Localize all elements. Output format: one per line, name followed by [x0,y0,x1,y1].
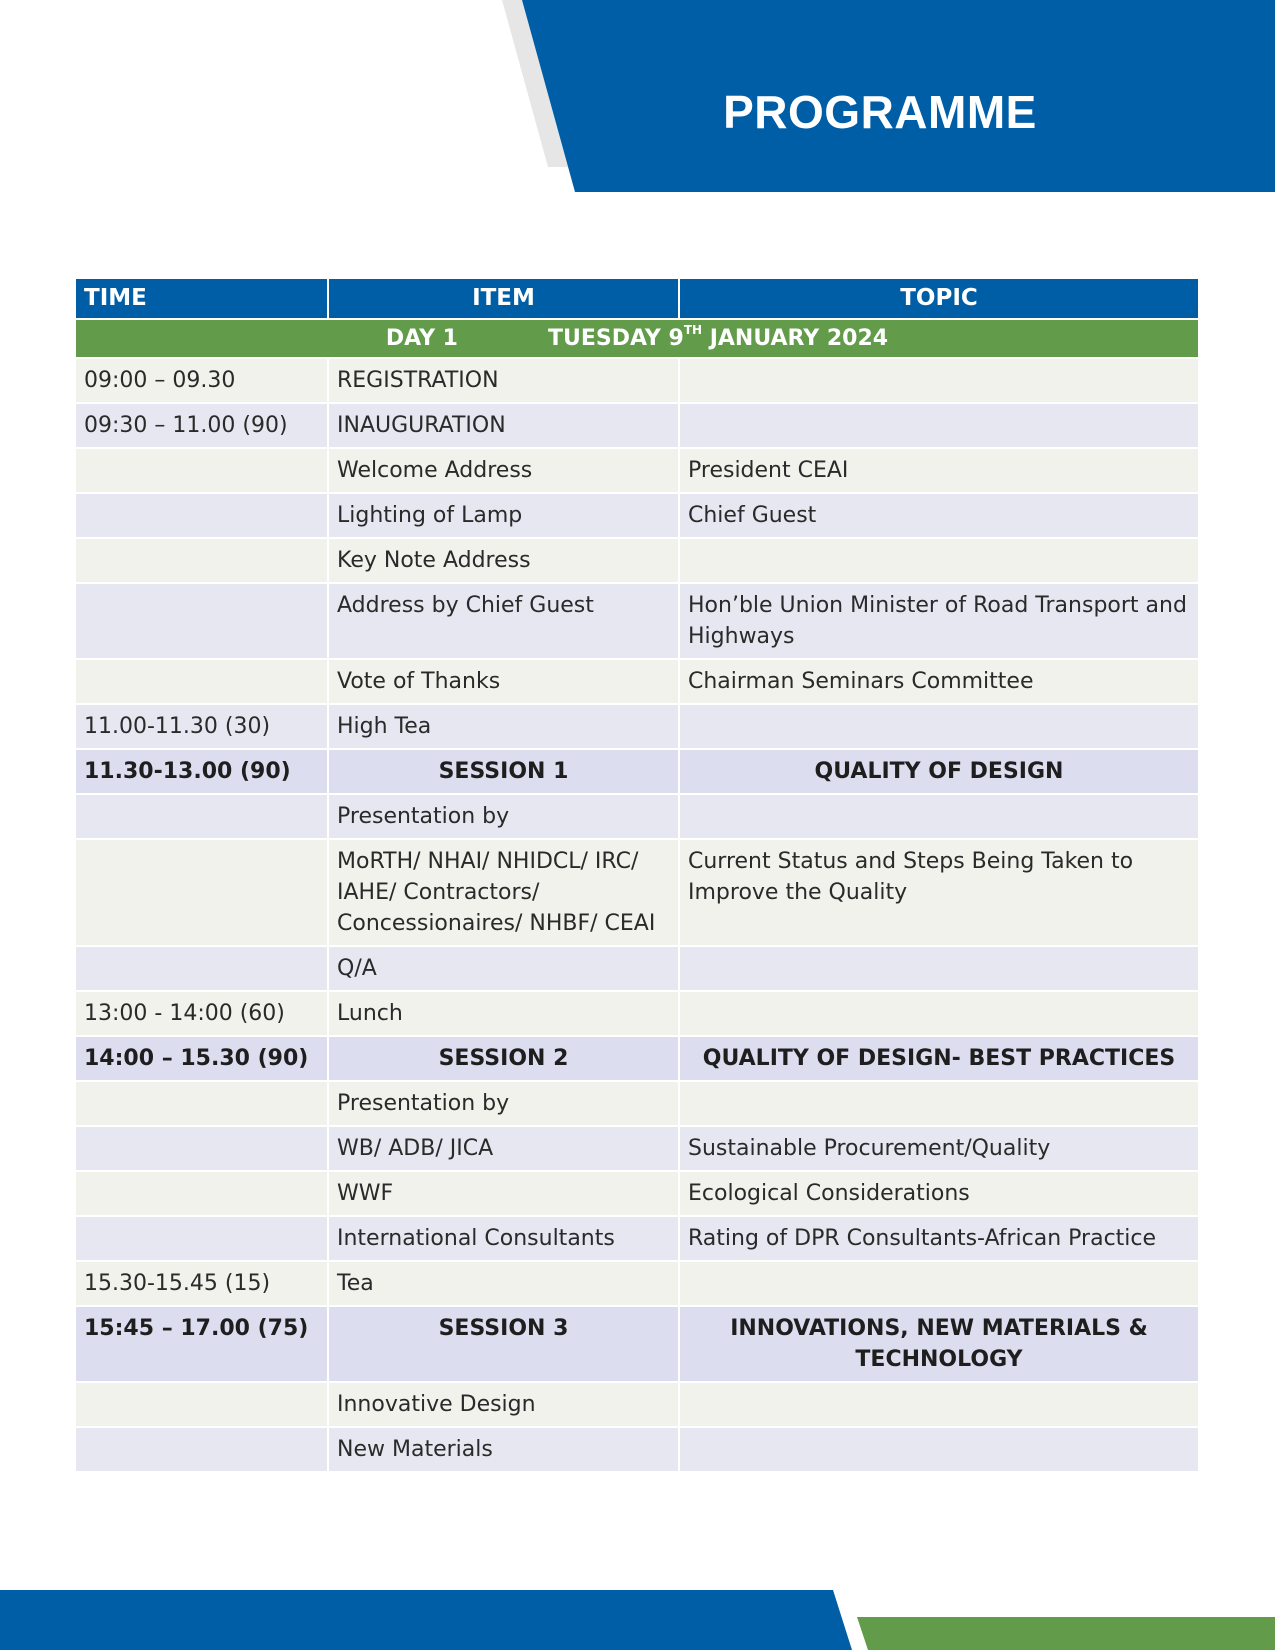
time-cell [76,947,329,992]
time-cell [76,840,329,947]
table-row [76,947,1198,992]
item-cell: Key Note Address [329,539,680,584]
time-cell [76,494,329,539]
topic-cell: Current Status and Steps Being Taken to Improve the Quality [680,840,1198,947]
time-cell: 11.00-11.30 (30) [76,705,329,750]
item-cell: International Consultants [329,1217,680,1262]
session-title-cell: SESSION 1 [329,750,680,795]
footer-green-stripe [857,1617,1275,1650]
topic-cell [680,359,1198,404]
programme-table [76,279,1198,1473]
topic-cell [680,1428,1198,1473]
table-row [76,1082,1198,1127]
table-row [76,1428,1198,1473]
topic-cell [680,1383,1198,1428]
table-row [76,992,1198,1037]
topic-cell [680,705,1198,750]
session-time-cell: 14:00 – 15.30 (90) [76,1037,329,1082]
time-cell [76,660,329,705]
item-cell: Presentation by [329,1082,680,1127]
table-row [76,584,1198,660]
item-cell: Presentation by [329,795,680,840]
item-cell: Address by Chief Guest [329,584,680,660]
item-cell: WWF [329,1172,680,1217]
topic-cell [680,795,1198,840]
item-cell: Innovative Design [329,1383,680,1428]
day-date-suffix: JANUARY 2024 [702,326,889,351]
table-row [76,359,1198,404]
footer-blue-stripe [0,1590,852,1650]
table-row [76,494,1198,539]
time-cell [76,1127,329,1172]
time-cell: 09:00 – 09.30 [76,359,329,404]
day-date [547,323,889,351]
page-title: PROGRAMME [723,86,1037,138]
session-topic-cell: INNOVATIONS, NEW MATERIALS & TECHNOLOGY [680,1307,1198,1383]
topic-cell [680,992,1198,1037]
topic-cell: Chairman Seminars Committee [680,660,1198,705]
footer-band [0,1580,1275,1650]
topic-cell [680,1262,1198,1307]
time-cell [76,1383,329,1428]
session-row [76,1037,1198,1082]
item-cell: WB/ ADB/ JICA [329,1127,680,1172]
table-row [76,1262,1198,1307]
item-cell: Lighting of Lamp [329,494,680,539]
table-row [76,404,1198,449]
topic-cell: Chief Guest [680,494,1198,539]
table-row [76,795,1198,840]
topic-cell [680,539,1198,584]
topic-cell [680,1082,1198,1127]
table-row [76,1172,1198,1217]
session-title-cell: SESSION 2 [329,1037,680,1082]
topic-cell [680,947,1198,992]
day-date-prefix: TUESDAY 9 [547,326,684,351]
session-row [76,1307,1198,1383]
item-cell: Lunch [329,992,680,1037]
session-time-cell: 11.30-13.00 (90) [76,750,329,795]
time-cell [76,539,329,584]
table-row [76,660,1198,705]
session-topic-cell: QUALITY OF DESIGN- BEST PRACTICES [680,1037,1198,1082]
column-header-topic: TOPIC [680,279,1198,320]
item-cell: REGISTRATION [329,359,680,404]
item-cell: Q/A [329,947,680,992]
time-cell [76,1082,329,1127]
item-cell: Vote of Thanks [329,660,680,705]
table-header-row [76,279,1198,320]
day-row [76,320,1198,359]
column-header-item: ITEM [329,279,680,320]
item-cell: MoRTH/ NHAI/ NHIDCL/ IRC/ IAHE/ Contractors/ Concessionaires/ NHBF/ CEAI [329,840,680,947]
table-row [76,1127,1198,1172]
item-cell: High Tea [329,705,680,750]
item-cell: Welcome Address [329,449,680,494]
item-cell: New Materials [329,1428,680,1473]
time-cell [76,1428,329,1473]
topic-cell: Sustainable Procurement/Quality [680,1127,1198,1172]
time-cell [76,795,329,840]
topic-cell: Rating of DPR Consultants-African Practice [680,1217,1198,1262]
session-title-cell: SESSION 3 [329,1307,680,1383]
time-cell [76,584,329,660]
time-cell [76,449,329,494]
time-cell: 15.30-15.45 (15) [76,1262,329,1307]
column-header-time: TIME [76,279,329,320]
time-cell: 13:00 - 14:00 (60) [76,992,329,1037]
time-cell [76,1217,329,1262]
session-topic-cell: QUALITY OF DESIGN [680,750,1198,795]
topic-cell: Hon’ble Union Minister of Road Transport and Highways [680,584,1198,660]
header-banner [0,0,1275,200]
table-row [76,705,1198,750]
day-label: DAY 1 [385,326,458,351]
item-cell: INAUGURATION [329,404,680,449]
table-row [76,1383,1198,1428]
topic-cell: President CEAI [680,449,1198,494]
time-cell [76,1172,329,1217]
session-time-cell: 15:45 – 17.00 (75) [76,1307,329,1383]
topic-cell [680,404,1198,449]
day-banner [76,320,1198,359]
table-row [76,1217,1198,1262]
table-row [76,449,1198,494]
table-row [76,840,1198,947]
day-date-ordinal: TH [683,323,703,337]
table-row [76,539,1198,584]
topic-cell: Ecological Considerations [680,1172,1198,1217]
time-cell: 09:30 – 11.00 (90) [76,404,329,449]
session-row [76,750,1198,795]
item-cell: Tea [329,1262,680,1307]
